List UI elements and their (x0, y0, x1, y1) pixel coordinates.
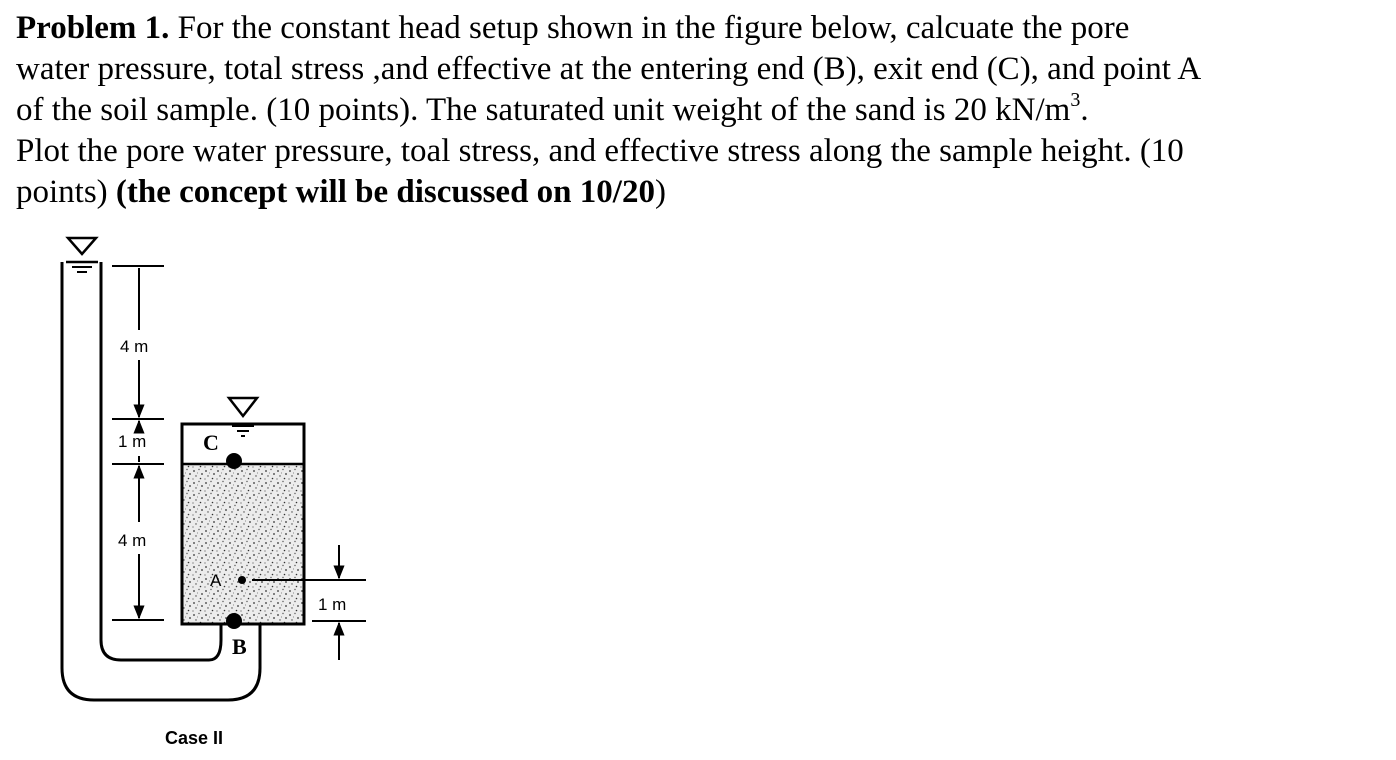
label-c: C (203, 430, 219, 455)
problem-line-3-end: . (1080, 92, 1089, 128)
water-level-symbol-upper (66, 238, 98, 272)
label-a: A (210, 571, 222, 590)
sand-sample (182, 464, 304, 624)
water-level-symbol-lower (229, 398, 257, 436)
problem-line-5-end: ) (654, 174, 666, 210)
dim-label-bottom: 4 m (118, 531, 147, 550)
problem-line-1-text: For the constant head setup shown in the figure below, calcuate the pore (169, 10, 1130, 46)
point-a-marker (238, 576, 246, 584)
problem-line-2: water pressure, total stress ,and effective at the entering end (B), exit end (C), and point A (16, 51, 1202, 87)
point-c-marker (226, 453, 242, 469)
point-b-marker (226, 613, 242, 629)
problem-line-4: Plot the pore water pressure, toal stress, and effective stress along the sample height. (10 (16, 133, 1184, 169)
dim-label-right: 1 m (318, 595, 347, 614)
unit-exponent: 3 (1070, 89, 1081, 111)
dim-label-middle: 1 m (118, 432, 147, 451)
problem-line-3-text: of the soil sample. (10 points). The saturated unit weight of the sand is 20 kN/m (16, 92, 1071, 128)
figure-caption: Case II (165, 728, 224, 748)
label-b: B (232, 634, 247, 659)
problem-line-5-text: points) (16, 174, 116, 210)
problem-heading: Problem 1. (16, 10, 170, 46)
dim-label-top: 4 m (120, 337, 149, 356)
discussion-note: (the concept will be discussed on 10/20 (115, 174, 655, 210)
soil-container (182, 424, 304, 624)
